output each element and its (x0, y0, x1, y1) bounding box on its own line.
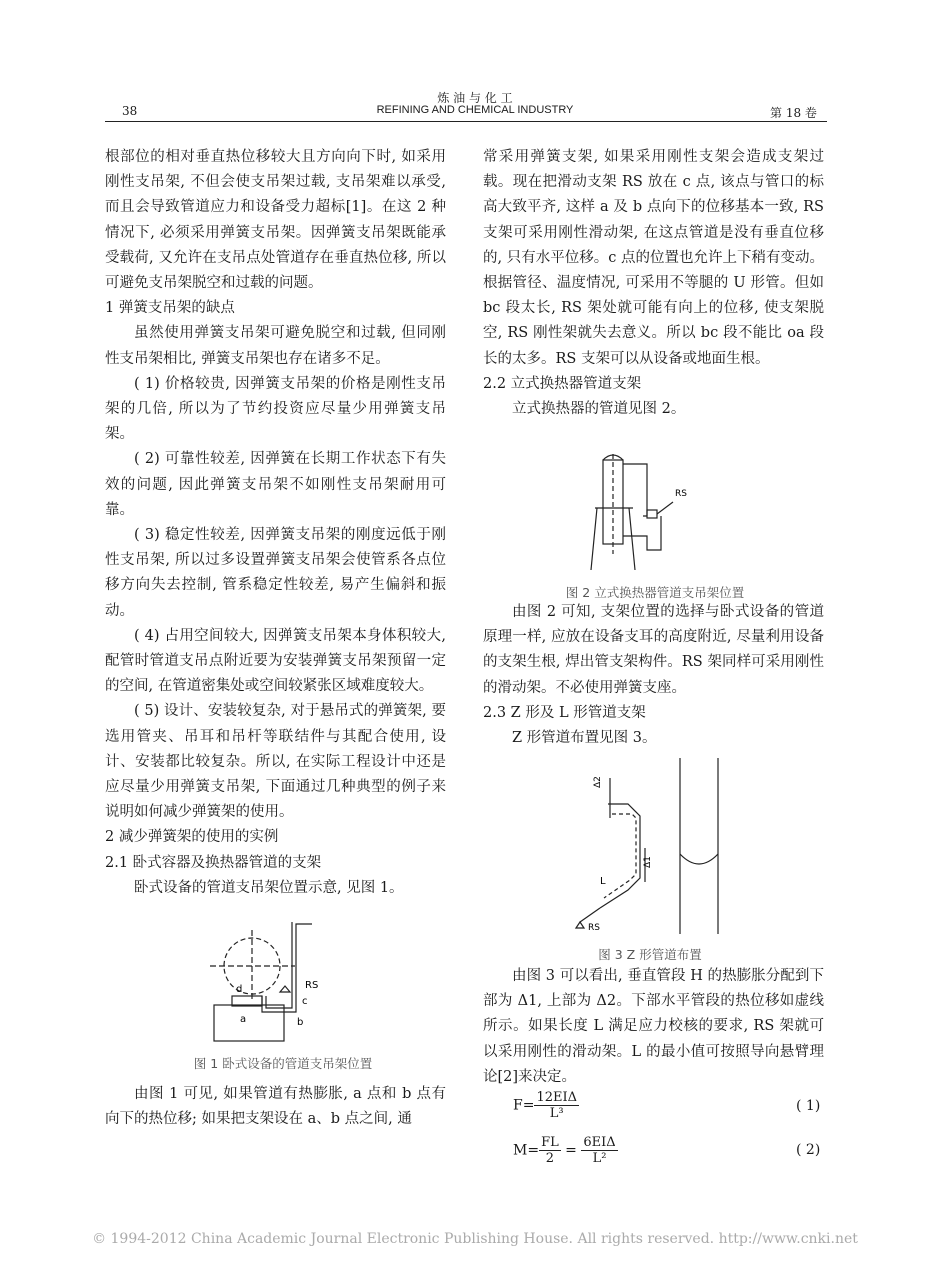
fig1-label-rs: RS (305, 980, 319, 991)
paragraph: 根部位的相对垂直热位移较大且方向向下时, 如采用刚性支吊架, 不但会使支吊架过载, 支吊架难以承受, 而且会导致管道应力和设备受力超标[1]。在这 2 种情况下, 必须采用弹簧支吊架。因弹簧支吊架既能承受载荷, 又允许在支吊点处管道存在垂直热位移, 所以可避免支吊架脱空和过载的问题。 (105, 149, 446, 292)
list-item: ( 2) 可靠性较差, 因弹簧在长期工作状态下有失效的问题, 因此弹簧支吊架不如刚性支吊架耐用可靠。 (105, 451, 446, 518)
figure-2-caption: 图 2 立式换热器管道支吊架位置 (565, 585, 745, 600)
journal-title-cn: 炼 油 与 化 工 (437, 91, 513, 105)
figure-3-caption: 图 3 Z 形管道布置 (598, 947, 702, 962)
paragraph: Z 形管道布置见图 3。 (512, 730, 657, 747)
fig1-label-d: d (236, 984, 243, 995)
formula-2: M= $\frac{FL}{2}$ = $\frac{\text{6EIΔ}}{\text{L²}}$ (513, 1135, 616, 1166)
formula-numerator-2: 6EIΔ (583, 1135, 616, 1150)
list-item: ( 4) 占用空间较大, 因弹簧支吊架本身体积较大, 配管时管道支吊点附近要为安装弹簧支吊架预留一定的空间, 在管道密集处或空间较紧张区域难度较大。 (105, 627, 446, 695)
formula-fraction-2 (581, 1135, 617, 1166)
paragraph: 由图 2 可知, 支架位置的选择与卧式设备的管道原理一样, 应放在设备支耳的高度附近, 尽量利用设备的支架生根, 焊出管支架构件。RS 架同样可采用刚性的滑动架。不必使用弹簧支座。 (483, 604, 824, 696)
paragraph: 立式换热器的管道见图 2。 (512, 401, 686, 418)
journal-title-en: REFINING AND CHEMICAL INDUSTRY (376, 104, 574, 116)
right-column-tail (483, 964, 824, 1090)
fig3-label-delta2: Δ2 (593, 776, 603, 788)
volume-label: 第 18 卷 (770, 106, 817, 120)
formula-denominator: 2 (545, 1151, 555, 1166)
figure-1-diagram (200, 922, 350, 1044)
formula-numerator: 12EIΔ (536, 1090, 578, 1105)
formula-1 (513, 1090, 579, 1121)
paragraph: 由图 1 可见, 如果管道有热膨胀, a 点和 b 点有向下的热位移; 如果把支架设在 a、b 点之间, 通 (105, 1086, 446, 1128)
formula-lhs: F= (513, 1097, 535, 1114)
subsection-heading: 2.2 立式换热器管道支架 (483, 375, 642, 392)
figure-2 (585, 450, 705, 574)
section-heading: 2 减少弹簧架的使用的实例 (105, 829, 279, 846)
formula-numerator: FL (541, 1135, 559, 1150)
fig1-label-b: b (297, 1017, 304, 1028)
fig1-label-c: c (302, 996, 308, 1007)
figure-1 (200, 922, 350, 1044)
formula-2-number: ( 2) (796, 1142, 821, 1158)
paragraph: 常采用弹簧支架, 如果采用刚性支架会造成支架过载。现在把滑动支架 RS 放在 c 点, 该点与管口的标高大致平齐, 这样 a 及 b 点向下的位移基本一致, RS 支架可采用刚性滑动架, 在这点管道是没有垂直位移的, 只有水平位移。c 点的位置也允许上下稍有变动。根据管径、温度情况, 可采用不等腿的 U 形管。但如 bc 段太长, RS 架处就可能有向上的位移, 使支架脱空, RS 刚性架就失去意义。所以 bc 段不能比 oa 段长的太多。RS 支架可以从设备或地面生根。 (483, 149, 824, 367)
fig1-label-a: a (240, 1014, 247, 1025)
figure-1-caption: 图 1 卧式设备的管道支吊架位置 (193, 1056, 373, 1071)
right-column (483, 145, 824, 422)
fig3-label-l: L (600, 876, 606, 887)
formula-denominator-2: L² (592, 1151, 607, 1166)
paragraph: 由图 3 可以看出, 垂直管段 H 的热膨胀分配到下部为 Δ1, 上部为 Δ2。下部水平管段的热位移如虚线所示。如果长度 L 满足应力校核的要求, RS 架就可以采用刚性的滑动架。L 的最小值可按照导向悬臂理论[2]来决定。 (483, 968, 824, 1085)
list-item: ( 3) 稳定性较差, 因弹簧支吊架的刚度远低于刚性支吊架, 所以过多设置弹簧支吊架会使管系各点位移方向失去控制, 管系稳定性较差, 易产生偏斜和振动。 (105, 527, 446, 619)
right-column-middle (483, 600, 824, 751)
list-item: ( 5) 设计、安装较复杂, 对于悬吊式的弹簧架, 要选用管夹、吊耳和吊杆等联结件与其配合使用, 设计、安装都比较复杂。所以, 在实际工程设计中还是应尽量少用弹簧支吊架, 下面通过几种典型的例子来说明如何减少弹簧架的使用。 (105, 703, 446, 821)
formula-1-number: ( 1) (796, 1098, 821, 1114)
list-item: ( 1) 价格较贵, 因弹簧支吊架的价格是刚性支吊架的几倍, 所以为了节约投资应尽量少用弹簧支吊架。 (105, 375, 446, 443)
formula-denominator: L³ (549, 1106, 564, 1121)
formula-fraction (534, 1090, 579, 1121)
copyright-footer: © 1994-2012 China Academic Journal Electronic Publishing House. All rights reserved. http://www.cnki.net (92, 1231, 858, 1247)
page-number: 38 (122, 104, 138, 118)
figure-3 (570, 758, 730, 934)
paragraph: 虽然使用弹簧支吊架可避免脱空和过载, 但同刚性支吊架相比, 弹簧支吊架也存在诸多不足。 (105, 325, 446, 367)
fig2-label-rs: RS (675, 489, 687, 499)
fig3-label-rs: RS (588, 923, 600, 933)
section-heading: 1 弹簧支吊架的缺点 (105, 300, 235, 317)
figure-3-diagram (570, 758, 730, 934)
subsection-heading: 2.1 卧式容器及换热器管道的支架 (105, 854, 322, 871)
left-column (105, 145, 446, 901)
figure-2-diagram (585, 450, 705, 574)
subsection-heading: 2.3 Z 形及 L 形管道支架 (483, 704, 646, 721)
header-rule (105, 121, 827, 122)
fig3-label-delta1: Δ1 (643, 856, 653, 868)
formula-lhs: M= (513, 1142, 540, 1159)
left-column-tail (105, 1082, 446, 1132)
formula-fraction (539, 1135, 561, 1166)
paragraph: 卧式设备的管道支吊架位置示意, 见图 1。 (134, 879, 404, 896)
